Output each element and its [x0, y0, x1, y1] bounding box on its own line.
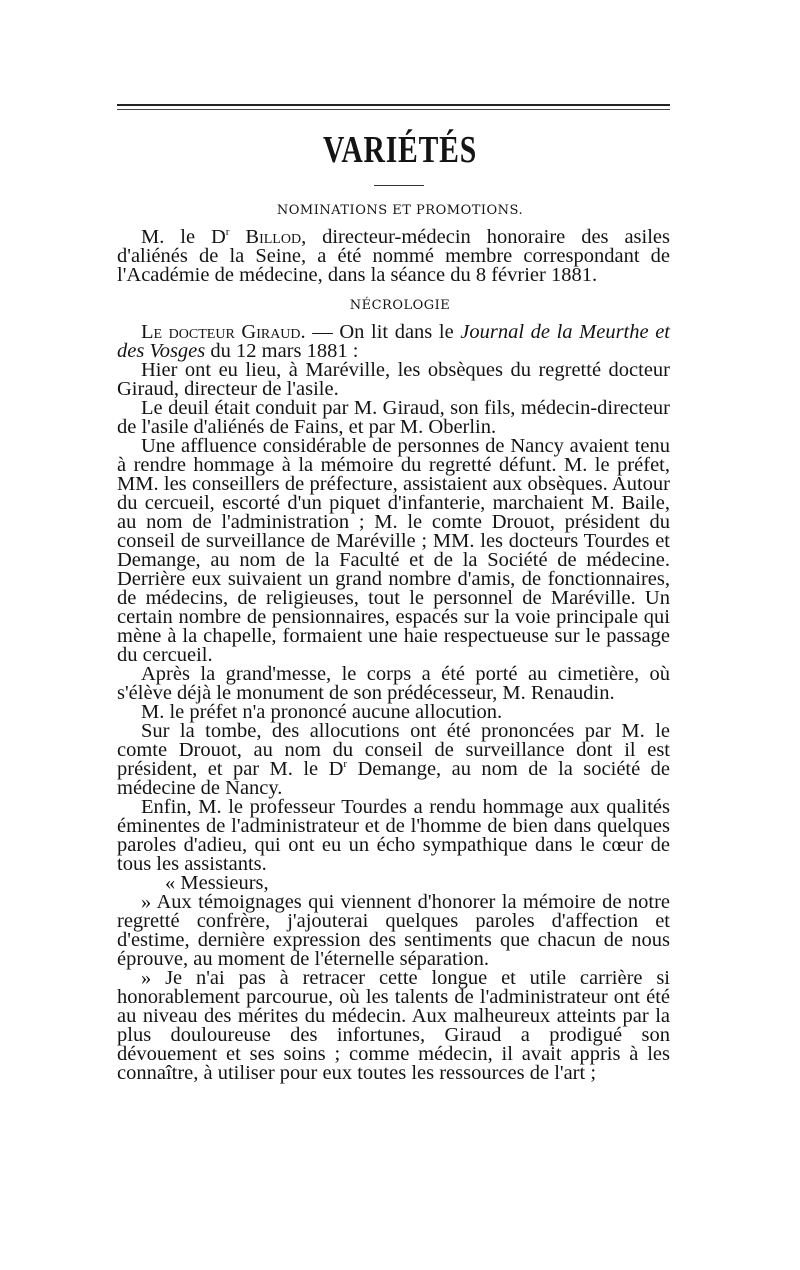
tombe-text-a: Sur la tombe, des allocutions ont été prononcées par M. le comte Drouot, au nom du conseil de surveillance dont il est président, et par M. le D: [117, 720, 670, 780]
necrologie-text: [117, 323, 670, 1083]
necrologie-intro: [117, 323, 670, 361]
nomination-sup: r: [225, 226, 230, 239]
nomination-text-a: M. le D: [141, 226, 226, 248]
nominations-text: [117, 228, 670, 285]
necrologie-paragraph-tombe: [117, 722, 670, 798]
necrologie-intro-a: . — On lit dans le: [300, 321, 461, 343]
necrologie-intro-b: du 12 mars 1881 :: [205, 340, 359, 362]
speech-salutation: « Messieurs,: [165, 872, 269, 894]
speech-paragraph: » Aux témoignages qui viennent d'honorer la mémoire de notre regretté confrère, j'ajouterai quelques paroles d'affection et d'estime, dernière expression des sentiments que chacun de nous éprouve, au moment de l'éternelle séparation.: [117, 891, 670, 970]
nomination-text-c: , directeur-médecin honoraire des asiles d'aliénés de la Seine, a été nommé membre correspondant de l'Académie de médecine, dans la séance du 8 février 1881.: [117, 226, 670, 286]
top-rule-thin: [117, 109, 670, 110]
necrologie-paragraph: Le deuil était conduit par M. Giraud, son fils, médecin-directeur de l'asile d'aliénés de Fains, et par M. Oberlin.: [117, 397, 670, 438]
necrologie-paragraph-enfin: Enfin, M. le professeur Tourdes a rendu hommage aux qualités éminentes de l'administrateur et de l'homme de bien dans quelques paroles d'adieu, qui ont eu un écho sympathique dans le cœur de tous les assistants.: [117, 796, 670, 875]
necrologie-paragraph: Après la grand'messe, le corps a été porté au cimetière, où s'élève déjà le monument de son prédécesseur, M. Renaudin.: [117, 663, 670, 704]
necrologie-paragraph: Une affluence considérable de personnes de Nancy avaient tenu à rendre hommage à la mémoire du regretté défunt. M. le préfet, MM. les conseillers de préfecture, assistaient aux obsèques. Autour du cercueil, escorté d'un piquet d'infanterie, marchaient M. Baile, au nom de l'administration ; M. le comte Drouot, président du conseil de surveillance de Maréville ; MM. les docteurs Tourdes et Demange, au nom de la Faculté et de la Société de médecine. Derrière eux suivaient un grand nombre d'amis, de fonctionnaires, de médecins, de religieuses, tout le personnel de Maréville. Un certain nombre de pensionnaires, espacés sur la voie principale qui mène à la chapelle, formaient une haie respectueuse sur le passage du cercueil.: [117, 435, 670, 666]
page-title: VARIÉTÉS: [323, 129, 477, 171]
section-heading-necrologie: NÉCROLOGIE: [349, 298, 451, 313]
top-rule: [117, 104, 670, 106]
tombe-sup: r: [343, 758, 348, 771]
journal-name: Journal de la Meurthe et des Vosges: [117, 321, 670, 362]
tombe-text-b: Demange, au nom de la société de médecine de Nancy.: [117, 758, 670, 799]
necrologie-paragraph: Hier ont eu lieu, à Maréville, les obsèques du regretté docteur Giraud, directeur de l'asile.: [117, 359, 670, 400]
title-underline: [374, 185, 424, 186]
nominations-paragraph: [117, 228, 670, 285]
nomination-name: Billod: [245, 226, 302, 248]
necrologie-subject: Le docteur Giraud: [141, 321, 301, 343]
speech-paragraph: » Je n'ai pas à retracer cette longue et utile carrière si honorablement parcourue, où les talents de l'administrateur ont été au niveau des mérites du médecin. Aux malheureux atteints par la plus douloureuse des infortunes, Giraud a prodigué son dévouement et ses soins ; comme médecin, il avait appris à les connaître, à utiliser pour eux toutes les ressources de l'art ;: [117, 967, 670, 1084]
section-heading-nominations: NOMINATIONS ET PROMOTIONS.: [276, 203, 524, 218]
necrologie-paragraph: M. le préfet n'a prononcé aucune allocution.: [141, 701, 503, 723]
